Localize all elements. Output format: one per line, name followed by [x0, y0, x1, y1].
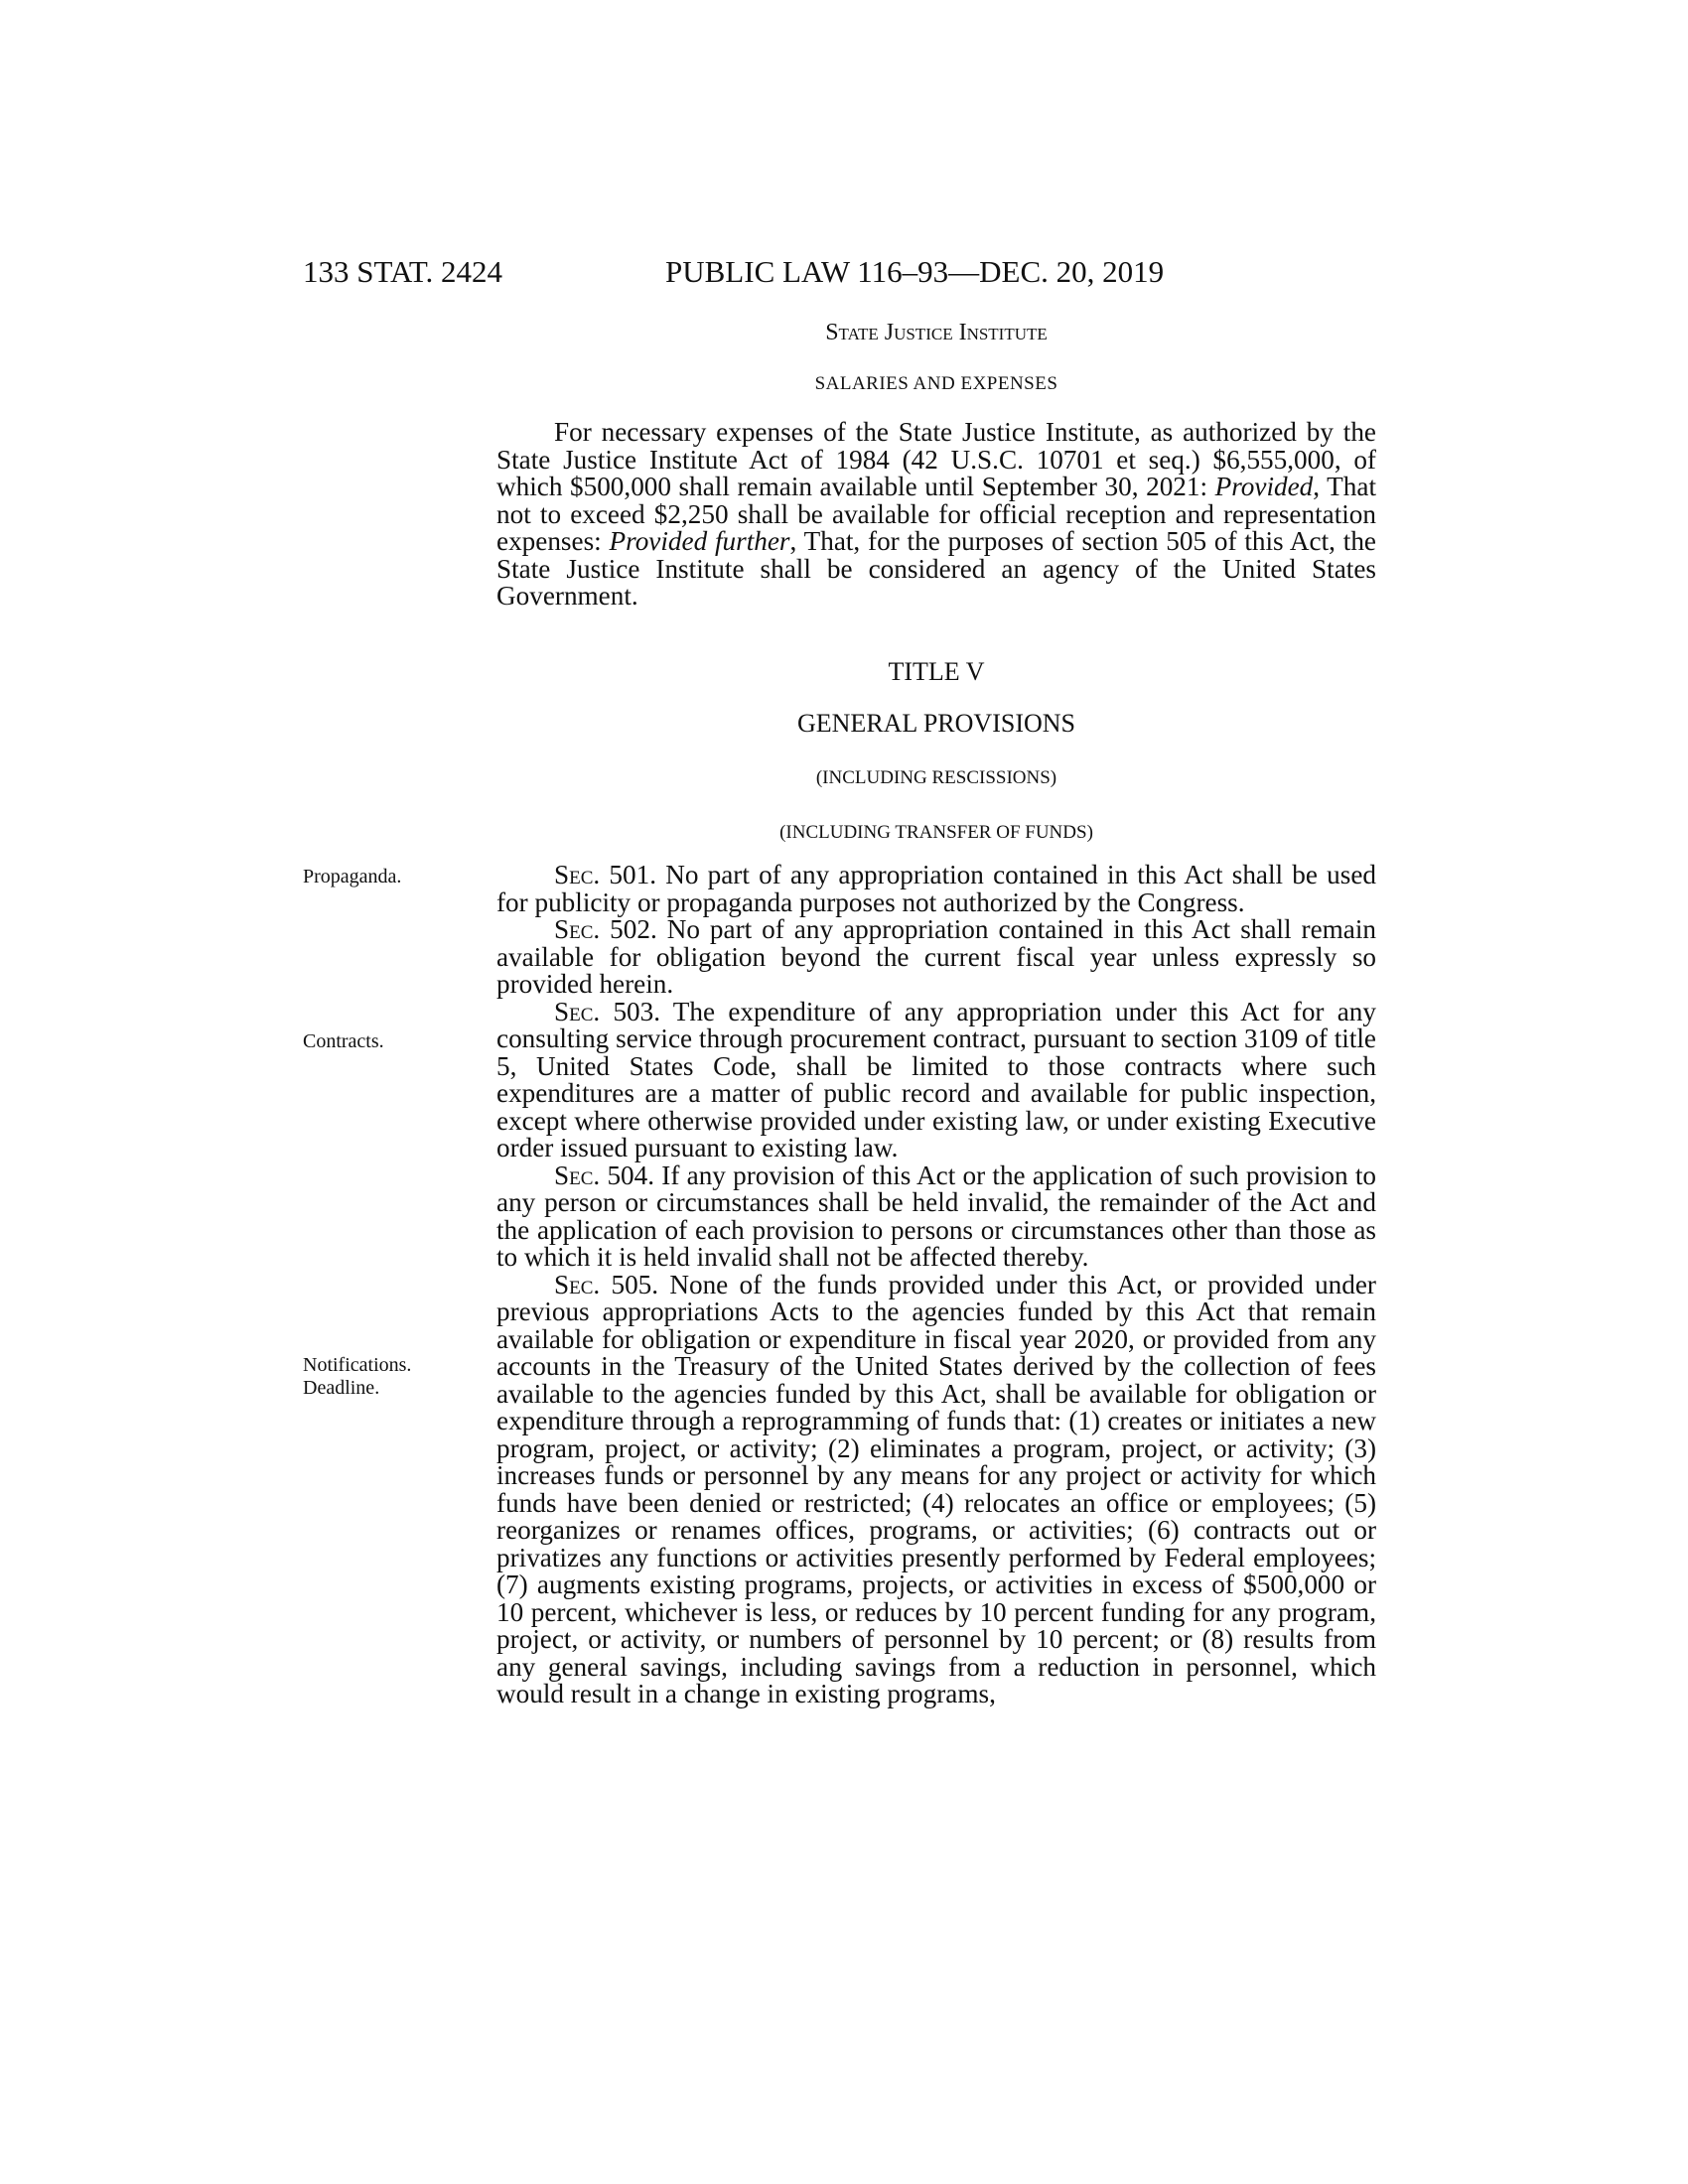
- including-transfer: (INCLUDING TRANSFER OF FUNDS): [779, 822, 1093, 843]
- stat-reference: 133 STAT. 2424: [303, 254, 503, 289]
- margin-note-contracts: Contracts.: [303, 1030, 384, 1052]
- section-502: Sec. 502. No part of any appropriation contained in this Act shall remain available for obligation beyond the current fiscal year unless expressly so provided herein.: [496, 914, 1376, 999]
- section-504: Sec. 504. If any provision of this Act or the application of such provision to any person or circumstances shall be held invalid, the remainder of the Act and the application of each provision to persons or circumstances other than those as to which it is held invalid shall not be affected thereby.: [496, 1160, 1376, 1272]
- general-provisions-heading: GENERAL PROVISIONS: [797, 709, 1075, 738]
- title-v-heading: TITLE V: [888, 657, 985, 686]
- public-law-heading: PUBLIC LAW 116–93—DEC. 20, 2019: [665, 254, 1165, 289]
- salaries-expenses-heading: SALARIES AND EXPENSES: [814, 373, 1058, 394]
- margin-note-propaganda: Propaganda.: [303, 866, 402, 887]
- sji-paragraph: For necessary expenses of the State Justice Institute, as authorized by the State Justice Institute Act of 1984 (42 U.S.C. 10701 et seq.) $6,555,000, of which $500,000 shall remain available until September 30, 2021: Provided, That not to exceed $2,250 shall be available for official reception and representation expenses: Provided further, That, for the purposes of section 505 of this Act, the State Justice Institute shall be considered an agency of the United States Government.: [496, 417, 1376, 611]
- agency-heading: State Justice Institute: [825, 320, 1048, 345]
- general-provisions-body: [496, 862, 1376, 1708]
- including-rescissions: (INCLUDING RESCISSIONS): [815, 767, 1057, 788]
- margin-note-deadline: Deadline.: [303, 1377, 380, 1399]
- margin-note-notifications: Notifications.: [303, 1354, 412, 1376]
- section-505: Sec. 505. None of the funds provided under this Act, or provided under previous appropriations Acts to the agencies funded by this Act that remain available for obligation or expenditure in fiscal year 2020, or provided from any accounts in the Treasury of the United States derived by the collection of fees available to the agencies funded by this Act, shall be available for obligation or expenditure through a reprogramming of funds that: (1) creates or initiates a new program, project, or activity; (2) eliminates a program, project, or activity; (3) increases funds or personnel by any means for any project or activity for which funds have been denied or restricted; (4) relocates an office or employees; (5) reorganizes or renames offices, programs, or activities; (6) contracts out or privatizes any functions or activities presently performed by Federal employees; (7) augments existing programs, projects, or activities in excess of $500,000 or 10 percent, whichever is less, or reduces by 10 percent funding for any program, project, or activity, or numbers of personnel by 10 percent; or (8) results from any general savings, including savings from a reduction in personnel, which would result in a change in existing programs,: [496, 1269, 1376, 1708]
- section-503: Sec. 503. The expenditure of any appropriation under this Act for any consulting service through procurement contract, pursuant to section 3109 of title 5, United States Code, shall be limited to those contracts where such expenditures are a matter of public record and available for public inspection, except where otherwise provided under existing law, or under existing Executive order issued pursuant to existing law.: [496, 996, 1376, 1162]
- section-501: Sec. 501. No part of any appropriation contained in this Act shall be used for publicity or propaganda purposes not authorized by the Congress.: [496, 860, 1376, 917]
